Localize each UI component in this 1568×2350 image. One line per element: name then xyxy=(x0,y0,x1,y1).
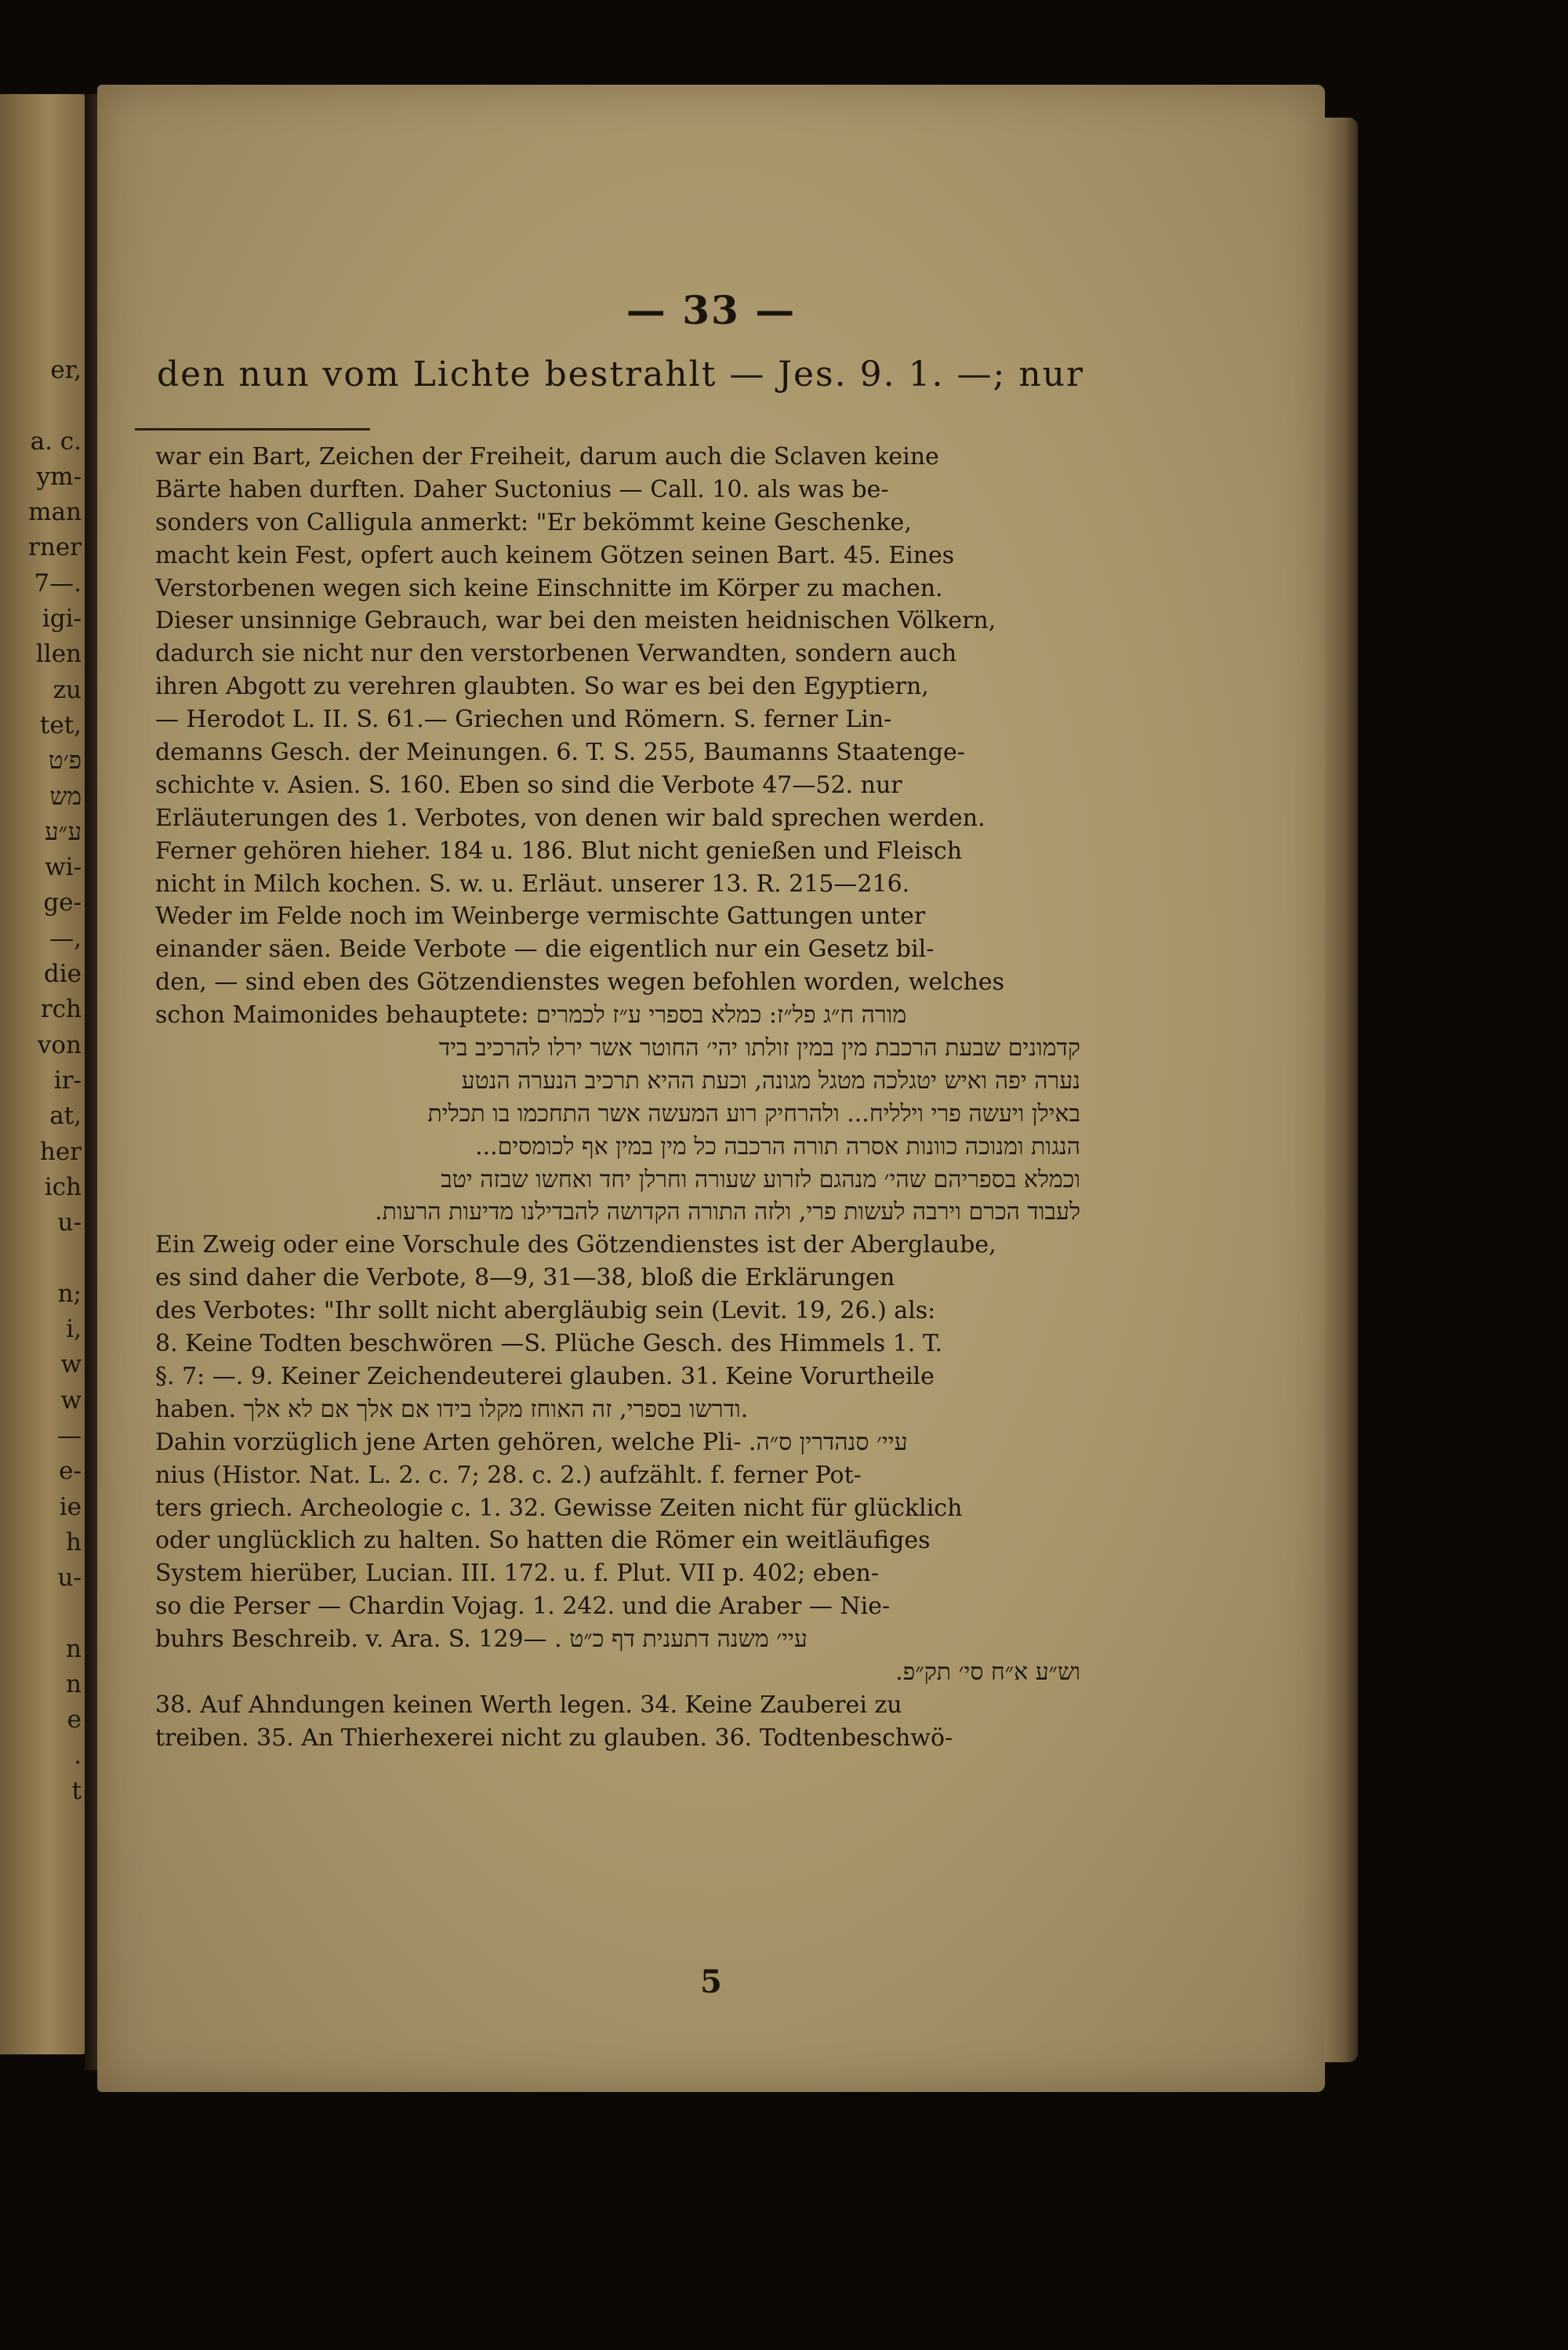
text-line: Dieser unsinnige Gebrauch, war bei den meisten heidnischen Völkern, xyxy=(155,607,996,635)
margin-fragment: — xyxy=(57,1421,82,1450)
text-line: nicht in Milch kochen. S. w. u. Erläut. unserer 13. R. 215—216. xyxy=(155,870,910,898)
margin-fragment: wi- xyxy=(45,853,82,882)
text-line: Bärte haben durften. Daher Suctonius — Call. 10. als was be- xyxy=(155,475,889,503)
text-line: הנגות ומנוכה כוונות אסרה תורה הרכבה כל מין במין אף לכומסים... xyxy=(475,1132,1080,1160)
margin-fragment xyxy=(3,1596,82,1631)
text-line: 38. Auf Ahndungen keinen Werth legen. 34. Keine Zauberei zu xyxy=(155,1691,902,1719)
margin-fragment: w xyxy=(60,1386,82,1415)
margin-fragment: ge- xyxy=(43,888,82,917)
text-line: וש״ע א״ח סי׳ תק״פ. xyxy=(895,1658,1080,1686)
text-line: ters griech. Archeologie c. 1. 32. Gewisse Zeiten nicht für glücklich xyxy=(155,1494,963,1522)
text-line: וכמלא בספריהם שהי׳ מנהגם לזרוע שעורה וחרלן יחד ואחשו שבזה יטב xyxy=(441,1165,1080,1193)
text-line: des Verbotes: "Ihr sollt nicht abergläubig sein (Levit. 19, 26.) als: xyxy=(155,1297,936,1325)
text-line: נערה יפה ואיש יטגלכה מטגל מגונה, וכעת ההיא תרכיב הנערה הנטע xyxy=(461,1066,1080,1095)
margin-fragment: ע״ע xyxy=(45,817,82,846)
text-line: §. 7: —. 9. Keiner Zeichendeuterei glauben. 31. Keine Vorurtheile xyxy=(155,1362,935,1390)
margin-fragment: מש xyxy=(49,782,82,811)
margin-fragment: e- xyxy=(59,1457,82,1486)
text-line: nius (Histor. Nat. L. 2. c. 7; 28. c. 2.) aufzählt. f. ferner Pot- xyxy=(155,1461,862,1489)
margin-fragment: man xyxy=(28,498,82,527)
margin-fragment: . xyxy=(74,1741,82,1770)
text-line: ihren Abgott zu verehren glaubten. So war es bei den Egyptiern, xyxy=(155,673,929,701)
margin-fragment: at, xyxy=(49,1102,82,1131)
text-line: oder unglücklich zu halten. So hatten die Römer ein weitläufiges xyxy=(155,1527,931,1555)
text-line: באילן ויעשה פרי וילליח... ולהרחיק רוע המעשה אשר התחכמו בו תכלית xyxy=(427,1099,1080,1128)
margin-fragment: rner xyxy=(28,533,82,562)
margin-fragment: u- xyxy=(57,1208,82,1237)
text-line: demanns Gesch. der Meinungen. 6. T. S. 255, Baumanns Staatenge- xyxy=(155,739,965,767)
margin-fragment: ich xyxy=(44,1172,82,1201)
text-line: לעבוד הכרם וירבה לעשות פרי, ולזה התורה הקדושה להבדילנו מדיעות הרעות. xyxy=(375,1198,1080,1226)
margin-fragment: ir- xyxy=(53,1066,82,1095)
text-line: Ein Zweig oder eine Vorschule des Götzendienstes ist der Aberglaube, xyxy=(155,1231,996,1259)
text-line: macht kein Fest, opfert auch keinem Götzen seinen Bart. 45. Eines xyxy=(155,541,955,569)
margin-fragment: tet, xyxy=(39,710,82,739)
text-line: es sind daher die Verbote, 8—9, 31—38, bloß die Erklärungen xyxy=(155,1264,895,1292)
signature-mark: 5 xyxy=(700,1963,722,2000)
text-line: sonders von Calligula anmerkt: "Er bekömmt keine Geschenke, xyxy=(155,508,912,536)
text-line: System hierüber, Lucian. III. 172. u. f. Plut. VII p. 402; eben- xyxy=(155,1560,879,1588)
text-line: schichte v. Asien. S. 160. Eben so sind die Verbote 47—52. nur xyxy=(155,771,902,799)
margin-fragment: igi- xyxy=(42,605,82,634)
text-line: קדמונים שבעת הרכבת מין במין זולתו יהי׳ החוטר אשר ירלו להרכיב ביד xyxy=(438,1034,1080,1062)
page-stack-edge xyxy=(1323,118,1358,2062)
margin-fragment: h xyxy=(66,1527,82,1556)
text-line: — Herodot L. II. S. 61.— Griechen und Römern. S. ferner Lin- xyxy=(155,706,892,734)
footnote-body xyxy=(155,441,1080,1755)
margin-fragment: rch xyxy=(40,995,82,1024)
text-line: so die Perser — Chardin Vojag. 1. 242. und die Araber — Nie- xyxy=(155,1593,891,1621)
text-line: Weder im Felde noch im Weinberge vermischte Gattungen unter xyxy=(155,903,926,931)
text-line: 8. Keine Todten beschwören —S. Plüche Gesch. des Himmels 1. T. xyxy=(155,1330,943,1358)
margin-fragment: a. c. xyxy=(30,427,82,456)
margin-fragment: 7—. xyxy=(34,568,82,597)
margin-fragment: llen xyxy=(35,640,82,669)
facing-page-text xyxy=(3,353,82,1880)
margin-fragment: er, xyxy=(50,356,82,384)
margin-fragment xyxy=(3,388,82,423)
text-line: Ferner gehören hieher. 184 u. 186. Blut nicht genießen und Fleisch xyxy=(155,837,963,865)
text-line: war ein Bart, Zeichen der Freiheit, darum auch die Sclaven keine xyxy=(155,443,939,470)
margin-fragment: her xyxy=(39,1137,82,1166)
text-line: den, — sind eben des Götzendienstes wegen befohlen worden, welches xyxy=(155,968,1005,997)
margin-fragment: —, xyxy=(49,924,82,953)
text-line: haben. ודרשו בספרי, זה האוחז מקלו בידו אם אלך אם לא אלך. xyxy=(155,1395,749,1423)
margin-fragment xyxy=(3,1240,82,1276)
text-line: buhrs Beschreib. v. Ara. S. 129— . עיי׳ משנה דתענית דף כ״ט xyxy=(155,1625,808,1654)
text-line: schon Maimonides behauptete: מורה ח״ג פל״ז: כמלא בספרי ע״ז לכמרים xyxy=(155,1001,907,1030)
margin-fragment: von xyxy=(37,1030,82,1059)
text-line: Dahin vorzüglich jene Arten gehören, welche Pli- .עיי׳ סנהדרין ס״ה xyxy=(155,1428,908,1456)
text-line: treiben. 35. An Thierhexerei nicht zu glauben. 36. Todtenbeschwö- xyxy=(155,1723,953,1752)
text-line: Erläuterungen des 1. Verbotes, von denen wir bald sprechen werden. xyxy=(155,804,985,832)
margin-fragment: n xyxy=(66,1634,82,1663)
margin-fragment: n xyxy=(66,1669,82,1698)
margin-fragment: die xyxy=(43,960,82,989)
margin-fragment: פ׳ט xyxy=(48,746,82,775)
margin-fragment: n; xyxy=(57,1279,82,1308)
margin-fragment: t xyxy=(71,1776,82,1805)
headline-line: den nun vom Lichte bestrahlt — Jes. 9. 1. —; nur xyxy=(157,354,1085,394)
margin-fragment: ym- xyxy=(36,462,82,491)
margin-fragment: ie xyxy=(59,1492,82,1521)
margin-fragment: u- xyxy=(57,1564,82,1593)
text-line: Verstorbenen wegen sich keine Einschnitte im Körper zu machen. xyxy=(155,574,943,602)
book-page xyxy=(97,85,1325,2092)
page-number: — 33 — xyxy=(626,287,797,333)
margin-fragment xyxy=(3,1809,82,1844)
facing-page-edge xyxy=(0,94,88,2054)
margin-fragment: w xyxy=(60,1350,82,1379)
margin-fragment: i, xyxy=(66,1315,82,1344)
margin-fragment xyxy=(3,1844,82,1880)
footnote-divider xyxy=(135,428,370,430)
text-line: einander säen. Beide Verbote — die eigentlich nur ein Gesetz bil- xyxy=(155,935,935,964)
margin-fragment: zu xyxy=(53,675,82,704)
text-line: dadurch sie nicht nur den verstorbenen Verwandten, sondern auch xyxy=(155,640,957,668)
margin-fragment: e xyxy=(67,1705,82,1734)
